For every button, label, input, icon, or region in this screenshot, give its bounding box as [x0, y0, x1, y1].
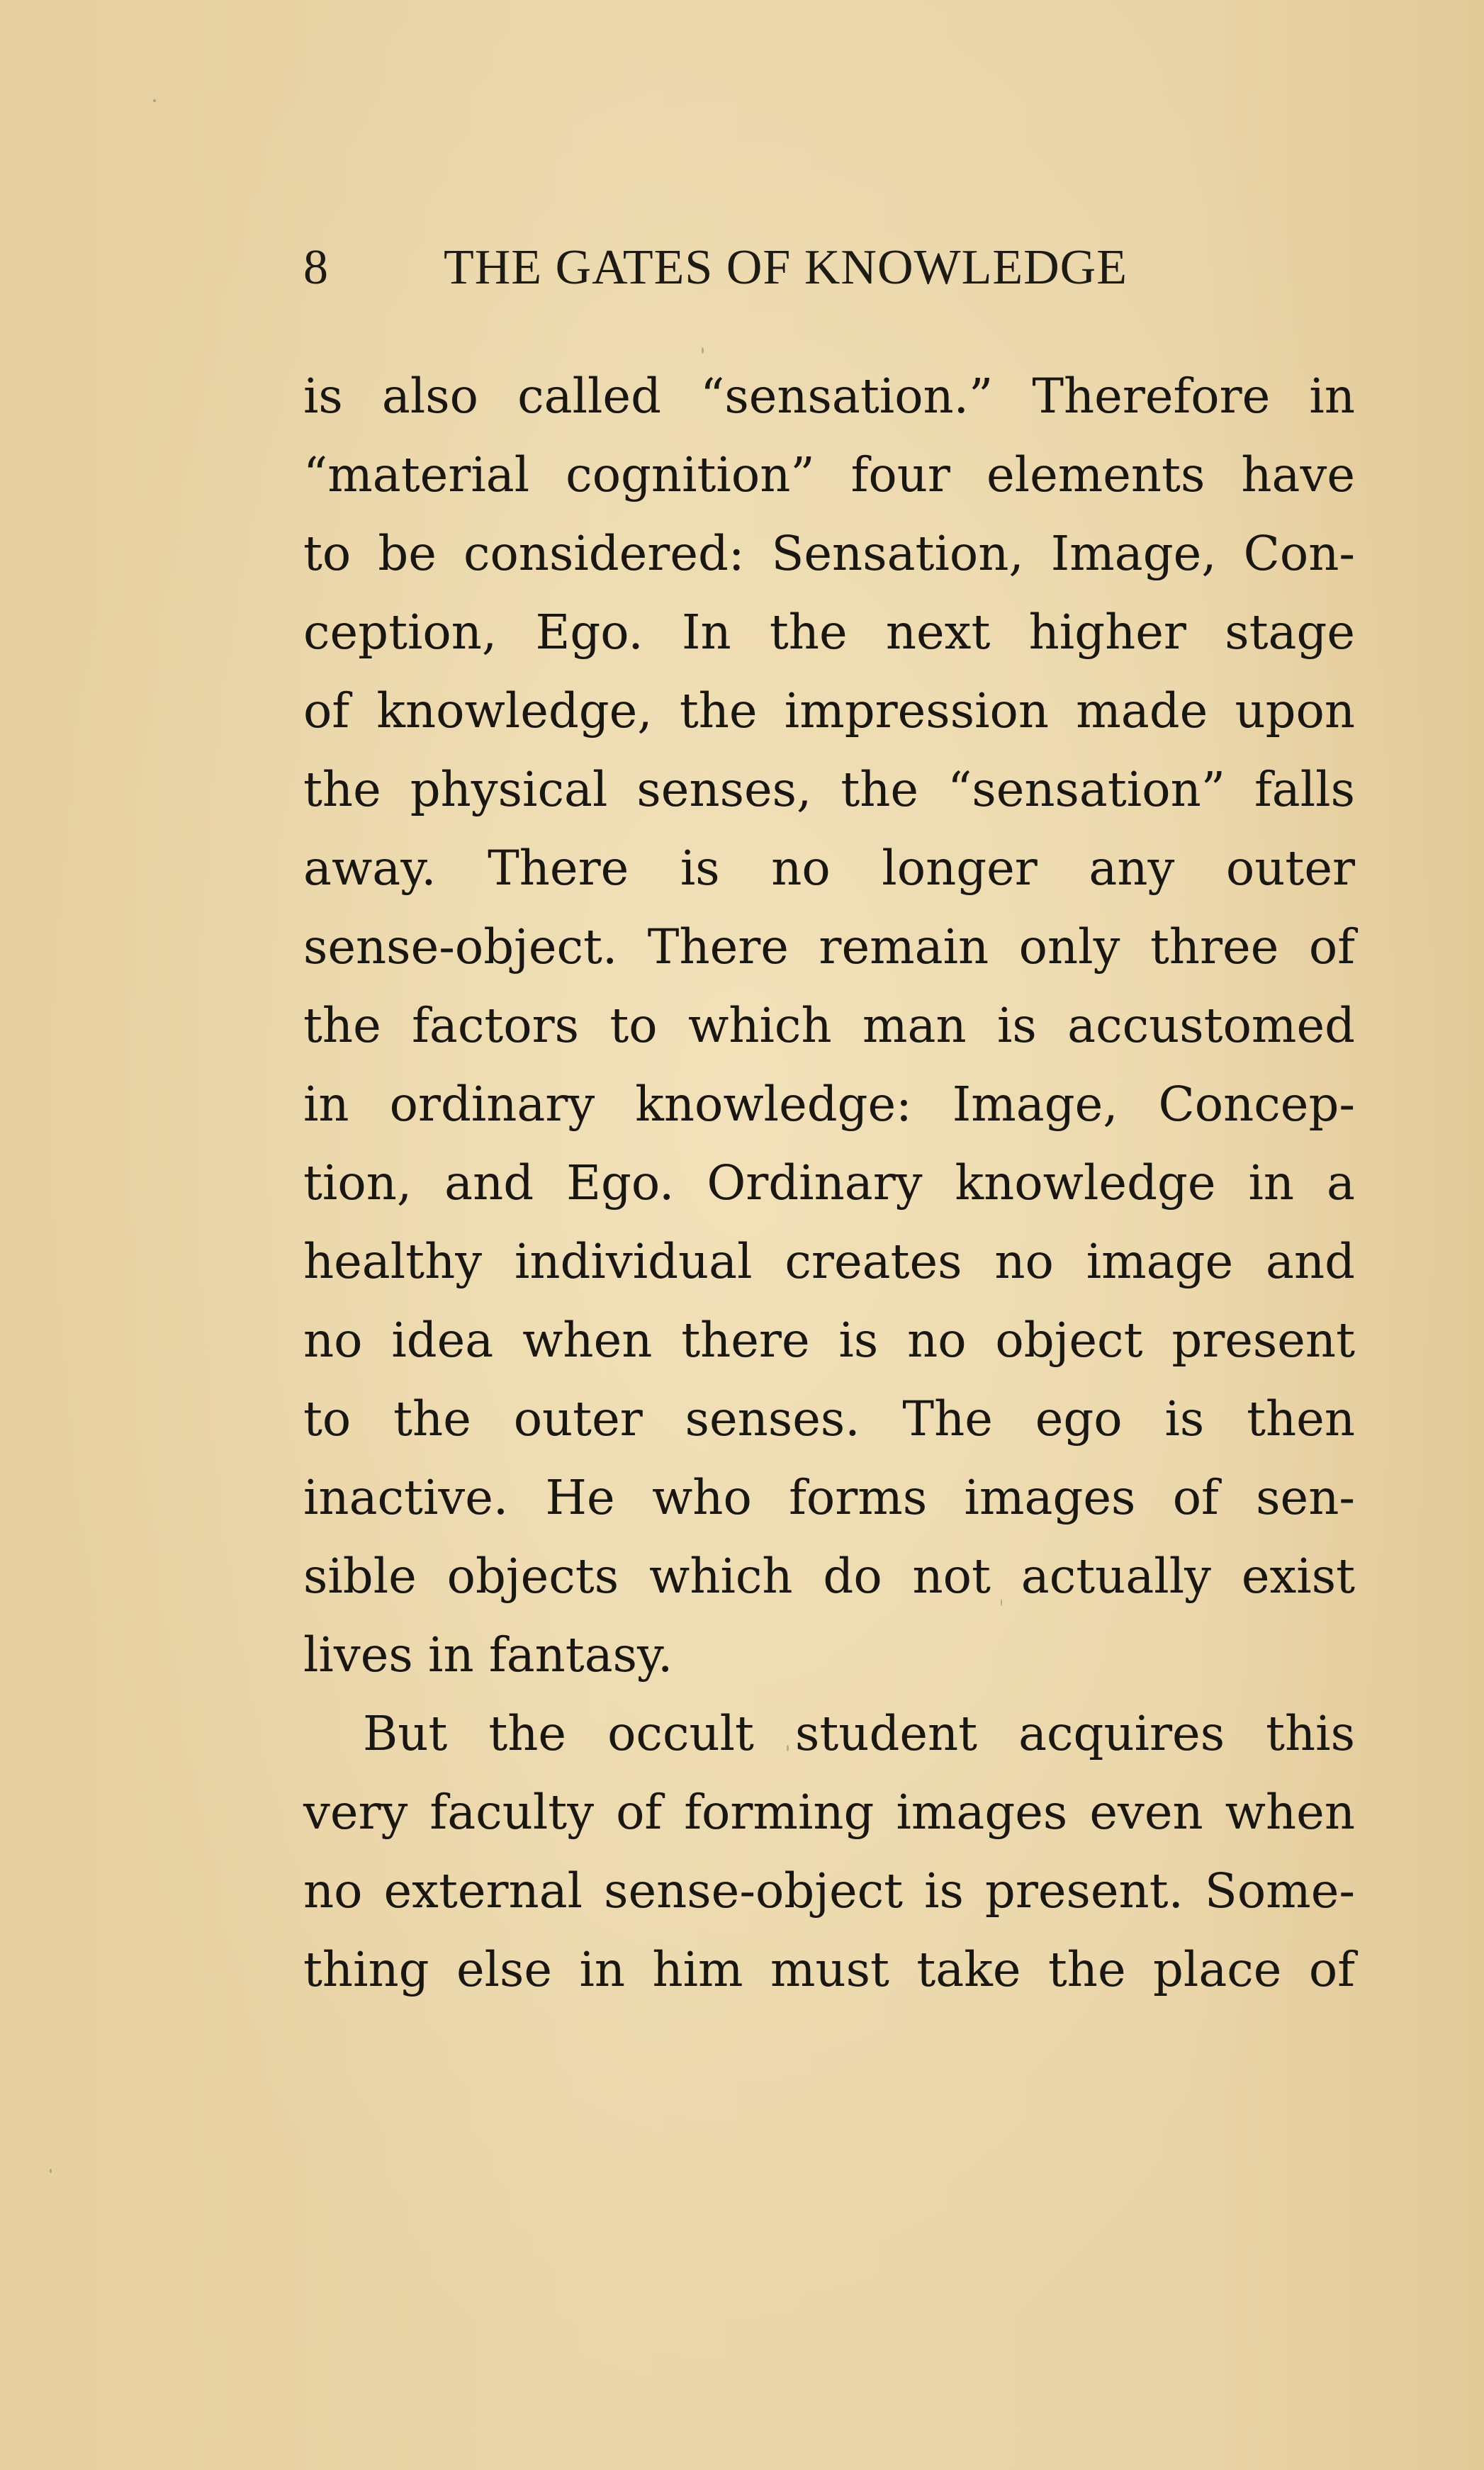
- text-line: “material cognition” four elements have: [303, 447, 1355, 503]
- text-line: inactive. He who forms images of sen-: [303, 1470, 1355, 1525]
- text-line: ception, Ego. In the next higher stage: [303, 605, 1355, 660]
- running-header: [303, 240, 1232, 303]
- text-line: very faculty of forming images even when: [303, 1785, 1355, 1840]
- text-line: healthy individual creates no image and: [303, 1234, 1355, 1289]
- running-title: THE GATES OF KNOWLEDGE: [444, 240, 1128, 295]
- text-line: the physical senses, the “sensation” falls: [303, 762, 1355, 817]
- paper-speck: [702, 347, 704, 354]
- text-line: in ordinary knowledge: Image, Concep-: [303, 1077, 1355, 1132]
- text-line: to be considered: Sensation, Image, Con-: [303, 526, 1355, 581]
- text-line: the factors to which man is accustomed: [303, 998, 1355, 1053]
- text-line: of knowledge, the impression made upon: [303, 683, 1355, 739]
- paper-speck: [50, 2169, 52, 2173]
- paragraph-start-line: But the occult student acquires this: [363, 1706, 1355, 1761]
- text-line: sense-object. There remain only three of: [303, 919, 1355, 975]
- text-line: no external sense-object is present. Some-: [303, 1863, 1355, 1919]
- text-line: away. There is no longer any outer: [303, 841, 1355, 896]
- paper-speck: [153, 99, 156, 102]
- body-text: [303, 357, 1355, 2009]
- page-number: 8: [303, 240, 328, 295]
- text-line: sible objects which do not actually exist: [303, 1549, 1355, 1604]
- paragraph-end-line: lives in fantasy.: [303, 1627, 673, 1683]
- text-line: is also called “sensation.” Therefore in: [303, 369, 1355, 424]
- text-line: to the outer senses. The ego is then: [303, 1391, 1355, 1447]
- text-line: thing else in him must take the place of: [303, 1942, 1355, 1997]
- text-line: tion, and Ego. Ordinary knowledge in a: [303, 1155, 1355, 1211]
- text-line: no idea when there is no object present: [303, 1313, 1355, 1368]
